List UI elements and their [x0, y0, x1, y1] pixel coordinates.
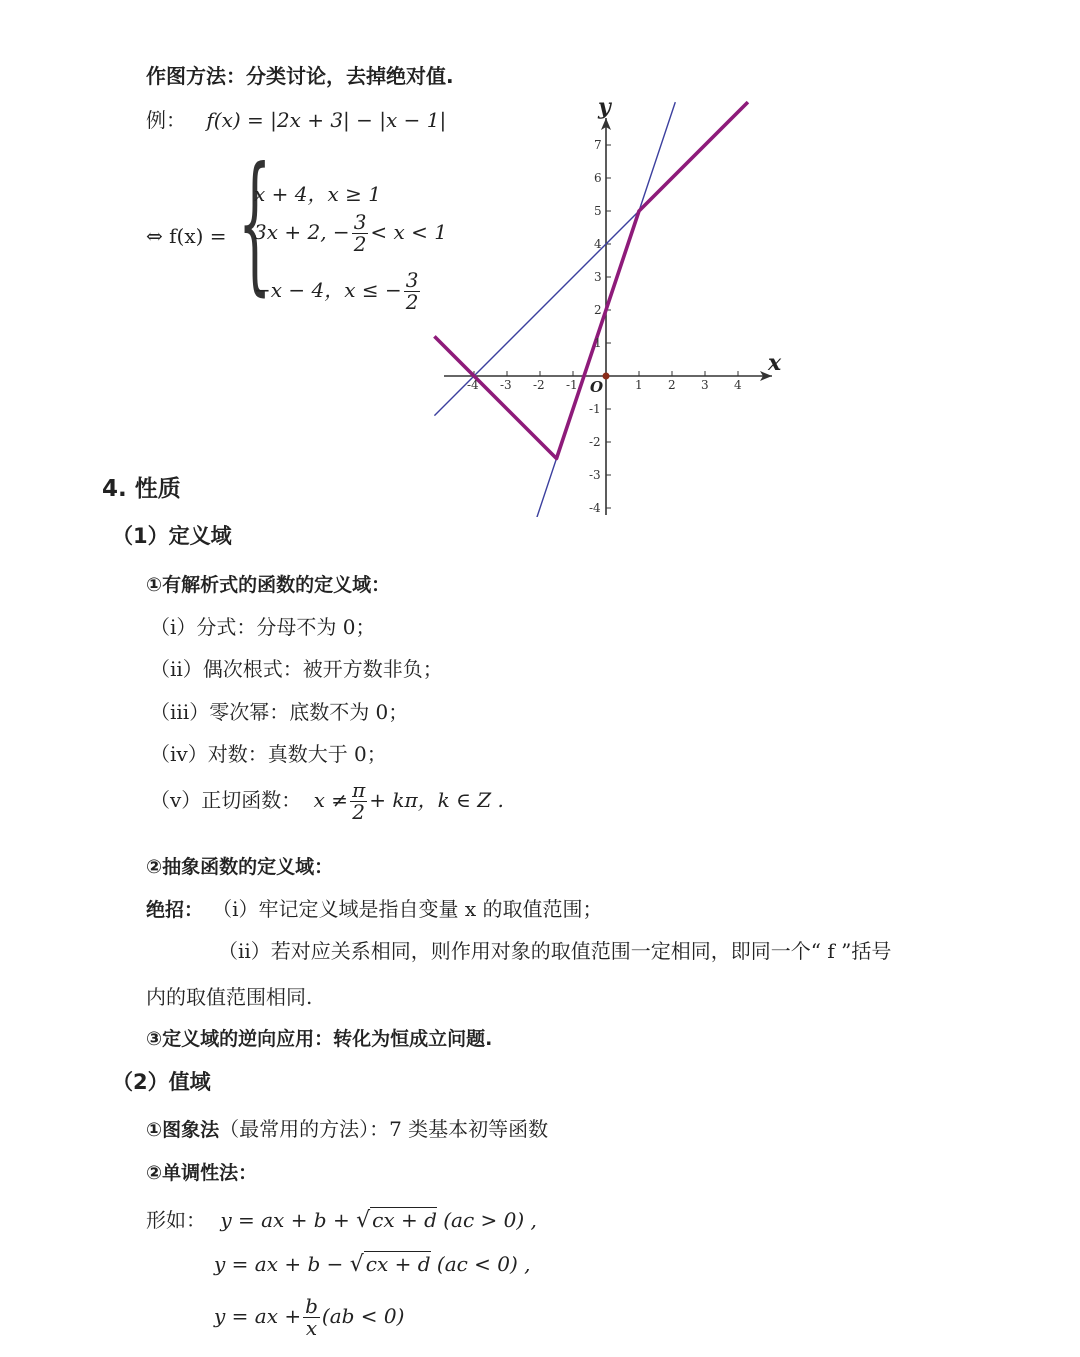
y-tick-label: 2 [594, 303, 602, 317]
method-heading: 作图方法：分类讨论，去掉绝对值. [146, 64, 454, 88]
domain-item-1: （ⅰ）分式：分母不为 0； [150, 615, 376, 639]
frac-den: 2 [405, 290, 419, 314]
frac-den: x [305, 1316, 318, 1340]
x-tick-label: 1 [635, 378, 643, 392]
x-tick-label: 2 [668, 378, 676, 392]
y-tick-label: -1 [589, 402, 601, 416]
sqrt-icon: √ [349, 1252, 364, 1277]
origin-label: O [590, 378, 604, 396]
fraction-b-over-x [303, 1296, 320, 1339]
trick-1: （ⅰ）牢记定义域是指自变量 x 的取值范围； [212, 897, 603, 921]
item5-label: （ⅴ）正切函数： [150, 788, 302, 812]
range-point-1-bold: ①图象法 [146, 1119, 220, 1141]
trick-line-1 [146, 893, 603, 922]
form3-a: y = ax + [214, 1304, 302, 1328]
y-tick-label: 4 [594, 237, 602, 251]
y-tick-label: 5 [594, 204, 602, 218]
form1-a: y = ax + b + [220, 1208, 357, 1232]
frac-num: 3 [353, 210, 367, 234]
trick-2: （ⅱ）若对应关系相同，则作用对象的取值范围一定相同，即同一个“ f ”括号 [218, 939, 892, 963]
domain-point-1: ①有解析式的函数的定义域： [146, 574, 391, 596]
domain-item-4: （ⅳ）对数：真数大于 0； [150, 742, 387, 766]
form2-radicand: cx + d [365, 1252, 431, 1276]
y-axis-label: y [598, 94, 611, 120]
frac-num: b [305, 1294, 318, 1318]
domain-item-3: （ⅲ）零次幂：底数不为 0； [150, 700, 409, 724]
x-axis-label: x [768, 350, 782, 376]
x-tick-label: -3 [500, 378, 512, 392]
frac-num: π [352, 778, 366, 802]
y-tick-label: 7 [594, 138, 602, 152]
x-tick-label: -1 [566, 378, 578, 392]
function-graph [0, 0, 1080, 530]
fraction-pi-over-2 [350, 780, 367, 823]
form1-b: (ac > 0) , [436, 1208, 537, 1232]
domain-item-2: （ⅱ）偶次根式：被开方数非负； [150, 657, 443, 681]
piecewise-brace: { [238, 136, 272, 310]
y-tick-label: 6 [594, 171, 602, 185]
form1-radicand: cx + d [372, 1208, 437, 1232]
section-title: 4. 性质 [102, 476, 181, 502]
case2-text: 3x + 2, − [254, 220, 350, 244]
range-point-1-rest: （最常用的方法）：7 类基本初等函数 [219, 1117, 549, 1141]
y-tick-label: -2 [589, 435, 601, 449]
domain-title: （1）定义域 [112, 524, 232, 548]
frac-den: 2 [353, 232, 367, 256]
form2-a: y = ax + b − [214, 1252, 350, 1276]
y-tick-label: 3 [594, 270, 602, 284]
trick-2-continued: 内的取值范围相同. [146, 985, 313, 1009]
example-label: 例： [146, 108, 186, 132]
sqrt-icon: √ [356, 1208, 371, 1233]
y-tick-label: -4 [589, 501, 601, 515]
form3-b: (ab < 0) [321, 1304, 405, 1328]
domain-point-2: ②抽象函数的定义域： [146, 856, 334, 878]
y-tick-label: -3 [589, 468, 601, 482]
trick-label: 绝招： [146, 899, 204, 921]
form2-b: (ac < 0) , [430, 1252, 531, 1276]
item5-x: x ≠ [313, 788, 349, 812]
origin-dot [603, 373, 610, 380]
form-line-1 [146, 1204, 537, 1233]
form-line-3 [214, 1296, 404, 1339]
range-point-2: ②单调性法： [146, 1162, 258, 1184]
x-tick-label: -4 [467, 378, 479, 392]
y-tick-label: 1 [594, 336, 602, 350]
form-label: 形如： [146, 1208, 206, 1232]
case2-text-b: < x < 1 [370, 220, 448, 244]
x-tick-label: 4 [734, 378, 742, 392]
piecewise-case-1: x + 4，x ≥ 1 [254, 182, 381, 206]
form-line-2 [214, 1252, 531, 1277]
piecewise-lhs: ⇔ f(x) = [146, 224, 227, 248]
case3-text: −x − 4，x ≤ − [254, 278, 402, 302]
x-tick-label: 3 [701, 378, 709, 392]
domain-item-5 [150, 780, 504, 823]
frac-num: 3 [405, 268, 419, 292]
item5-tail: + kπ，k ∈ Z . [369, 788, 504, 812]
range-point-1 [146, 1113, 548, 1142]
range-title: （2）值域 [112, 1070, 211, 1094]
frac-den: 2 [352, 800, 366, 824]
domain-point-3: ③定义域的逆向应用：转化为恒成立问题. [146, 1028, 493, 1050]
example-expression: f(x) = |2x + 3| − |x − 1| [206, 108, 447, 132]
x-tick-label: -2 [533, 378, 545, 392]
